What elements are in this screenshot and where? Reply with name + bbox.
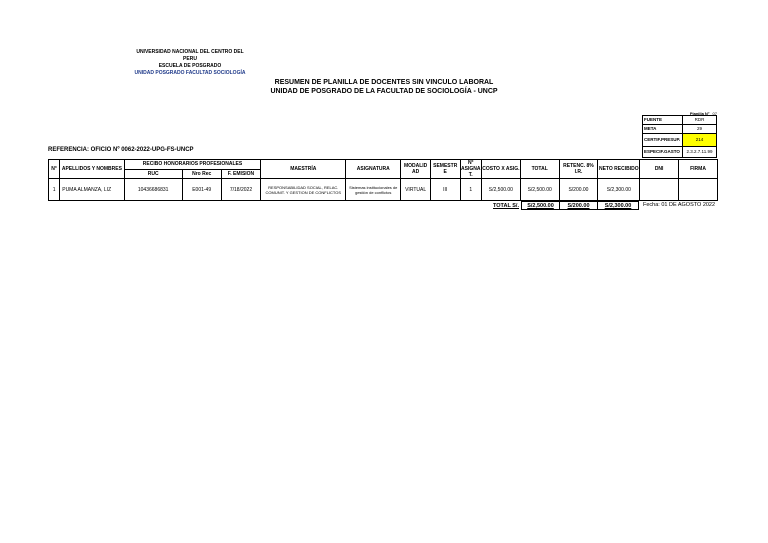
cell-retenc: S/200.00: [559, 179, 598, 201]
info-value: 2.3.2.7.11.99: [683, 147, 717, 158]
info-label: FUENTE: [643, 116, 683, 125]
totals-retenc: S/200.00: [560, 202, 598, 210]
cell-total: S/2,500.00: [520, 179, 559, 201]
col-total-header: TOTAL: [520, 160, 559, 179]
header-row-1: [49, 160, 718, 170]
document-date: Fecha: 01 DE AGOSTO 2022: [643, 202, 716, 208]
col-costo-header: COSTO X ASIG.: [481, 160, 520, 179]
cell-num: 1: [49, 179, 60, 201]
info-label: META: [643, 125, 683, 134]
document-title-line1: RESUMEN DE PLANILLA DE DOCENTES SIN VINCULO LABORAL: [274, 79, 494, 86]
info-value: 29: [683, 125, 717, 134]
info-label: ESPECIF.GASTO: [643, 147, 683, 158]
col-ruc-header: RUC: [124, 169, 182, 179]
cell-nrorec: E001-49: [182, 179, 221, 201]
col-names-header: APELLIDOS Y NOMBRES: [60, 160, 124, 179]
planilla-label: Planilla N°: [689, 111, 710, 116]
cell-names: PUMA ALMANZA, LIZ: [60, 179, 124, 201]
col-nasignat-header: N° ASIGNA T.: [461, 160, 481, 178]
info-row-fuente: [643, 116, 717, 125]
info-label: CERTIF.PRESUP.: [643, 134, 683, 147]
col-recibo-group-header: RECIBO HONORARIOS PROFESIONALES: [124, 160, 261, 170]
cell-semestre: III: [430, 179, 460, 201]
info-value: RDR: [683, 116, 717, 125]
col-neto-header: NETO RECIBIDO: [598, 160, 640, 179]
institution-header: [130, 49, 250, 77]
document-title-line2: UNIDAD DE POSGRADO DE LA FACULTAD DE SOCIOLOGÍA - UNCP: [270, 88, 498, 95]
cell-maestria: RESPONSABILIDAD SOCIAL, RELAC. COMUNIT. Y GESTION DE CONFLICTOS: [261, 179, 346, 201]
institution-university: UNIVERSIDAD NACIONAL DEL CENTRO DEL PERU: [136, 49, 244, 62]
institution-unit: UNIDAD POSGRADO FACULTAD SOCIOLOGÍA: [134, 70, 246, 76]
cell-nasignat: 1: [460, 179, 481, 201]
totals-total: S/2,500.00: [522, 202, 560, 210]
cell-ruc: 10436686831: [124, 179, 182, 201]
cell-modalidad: VIRTUAL: [401, 179, 431, 201]
col-nrorec-header: Nro Rec: [182, 169, 221, 179]
cell-asignatura: Sistemas institucionales de gestión de conflictos: [346, 179, 401, 201]
col-retenc-header: RETENC. 8% I.R.: [559, 160, 598, 179]
col-dni-header: DNI: [640, 160, 679, 179]
table-row: [49, 179, 718, 201]
col-maestria-header: MAESTRÍA: [261, 160, 346, 179]
info-row-certif: [643, 134, 717, 147]
col-modalidad-header: MODALID AD: [401, 160, 431, 179]
col-firma-header: FIRMA: [679, 160, 718, 179]
payroll-table: [48, 159, 718, 201]
cell-femision: 7/18/2022: [221, 179, 261, 201]
cell-firma: [679, 179, 718, 201]
info-row-meta: [643, 125, 717, 134]
budget-info-box: [642, 115, 717, 158]
totals-row: [482, 201, 639, 210]
col-semestre-header: SEMESTR E: [430, 160, 460, 179]
col-asignatura-header: ASIGNATURA: [346, 160, 401, 179]
cell-neto: S/2,300.00: [598, 179, 640, 201]
col-num-header: N°: [49, 160, 60, 179]
info-row-especif: [643, 147, 717, 158]
totals-neto: S/2,300.00: [598, 202, 639, 210]
col-femision-header: F. EMISION: [221, 169, 261, 179]
totals-label: TOTAL S/.: [493, 202, 519, 209]
cell-costo: S/2,500.00: [481, 179, 520, 201]
planilla-value: 07: [712, 111, 717, 116]
institution-school: ESCUELA DE POSGRADO: [158, 63, 222, 69]
reference-line: REFERENCIA: OFICIO Nº 0062-2022-UPG-FS-UNCP: [48, 147, 194, 153]
info-value: 214: [683, 134, 717, 147]
cell-dni: [640, 179, 679, 201]
